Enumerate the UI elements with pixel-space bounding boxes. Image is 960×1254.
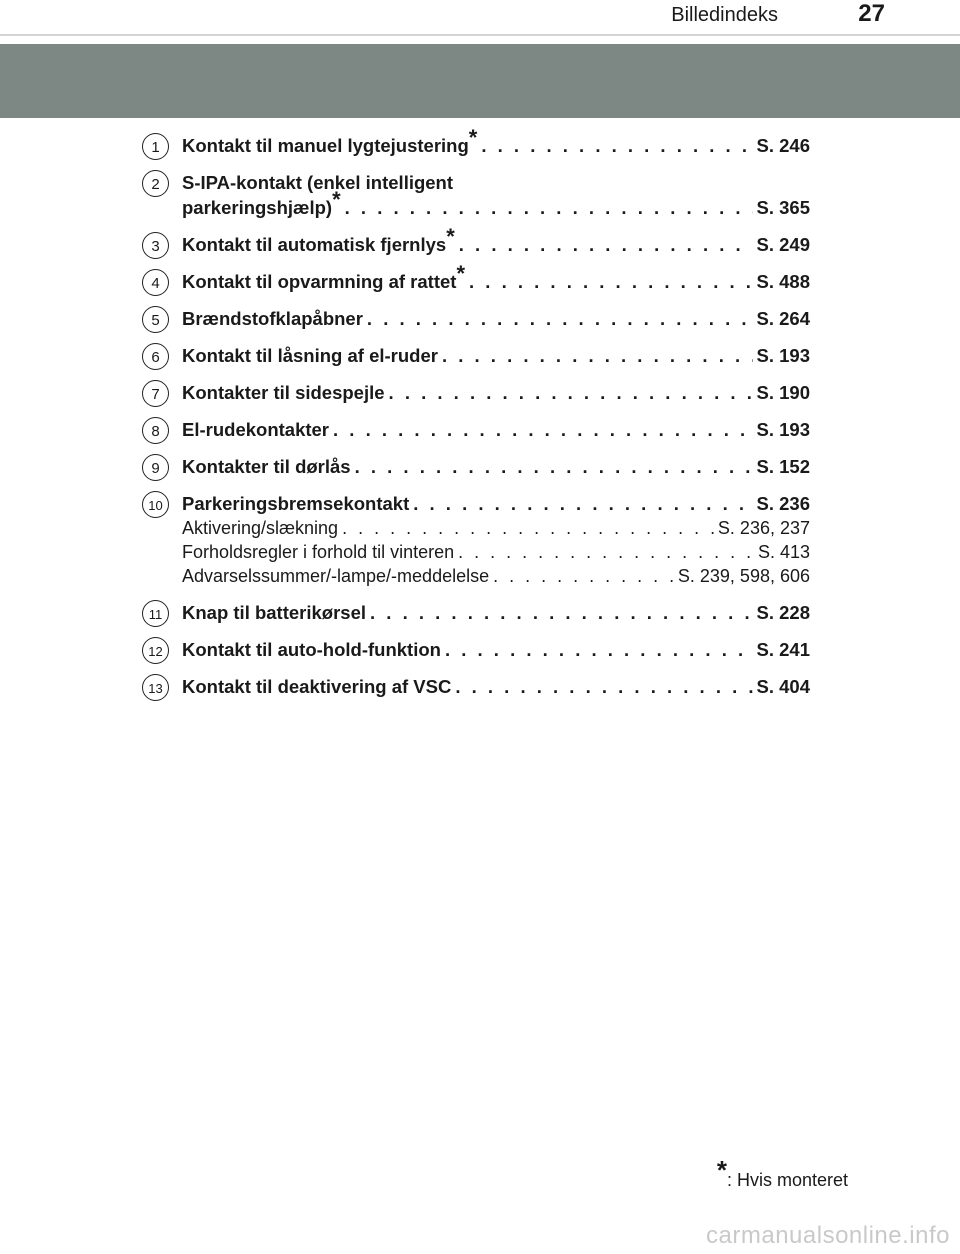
optional-star: * [332,186,341,212]
item-number-badge: 6 [142,343,169,370]
page-reference: S. 236 [756,493,810,514]
entry-label-text: Kontakt til automatisk fjernlys [182,234,447,255]
index-entry [142,170,810,220]
item-number-badge: 3 [142,232,169,259]
header-divider [0,34,960,36]
entry-line [182,223,810,257]
page-reference: S. 241 [756,639,810,660]
entry-label-text: Knap til batterikørsel [182,602,367,623]
entry-label [182,260,466,294]
entry-label [182,491,409,516]
entry-label [182,343,438,368]
item-number-badge: 11 [142,600,169,627]
page-reference: S. 239, 598, 606 [677,566,810,586]
entry-label-text: Kontakt til låsning af el-ruder [182,345,438,366]
dot-leader [458,540,754,564]
footnote-text: : Hvis monteret [726,1170,848,1190]
index-entry [142,491,810,588]
sub-entry-label: Aktivering/slækning [182,518,339,538]
page-reference: S. 365 [756,197,810,218]
entry-label [182,454,351,479]
index-entry [142,306,810,331]
entry-label-text: Kontakt til manuel lygtejustering [182,135,469,156]
index-entry [142,380,810,405]
dot-leader [442,343,753,368]
entry-label [182,223,455,257]
entry-label [182,124,478,158]
page-reference: S. 193 [756,419,810,440]
entry-line [182,417,810,442]
sub-entry [182,540,810,564]
entry-line [182,343,810,368]
dot-leader [481,133,752,158]
sub-entry-label: Forholdsregler i forhold til vinteren [182,542,455,562]
dot-leader [367,306,753,331]
entry-label [182,306,363,331]
page-reference: S. 190 [756,382,810,403]
item-number-badge: 1 [142,133,169,160]
entry-label [182,637,441,662]
entry-label [182,186,341,220]
page-reference: S. 404 [756,676,810,697]
index-entry [142,674,810,699]
entry-line [182,124,810,158]
footnote-star: * [716,1155,727,1185]
entry-label-text: Kontakter til sidespejle [182,382,385,403]
entry-line [182,491,810,516]
page-reference: S. 488 [756,271,810,292]
optional-star: * [468,124,478,150]
dot-leader [333,417,752,442]
entry-line [182,637,810,662]
item-number-badge: 8 [142,417,169,444]
page-reference: S. 246 [756,135,810,156]
dot-leader [493,564,674,588]
dot-leader [345,195,753,220]
entry-label-line1: S-IPA-kontakt (enkel intelligent [182,172,454,193]
entry-line [182,260,810,294]
entry-label [182,674,451,699]
dot-leader [413,491,752,516]
item-number-badge: 7 [142,380,169,407]
index-entry [142,124,810,158]
entry-label-text: Kontakt til deaktivering af VSC [182,676,452,697]
entry-line [182,186,810,220]
entry-label [182,600,366,625]
entry-label [182,380,385,405]
index-entry [142,260,810,294]
dot-leader [370,600,752,625]
dot-leader [342,516,714,540]
page-reference: S. 228 [756,602,810,623]
dot-leader [355,454,753,479]
entry-label-text: Kontakt til opvarmning af rattet [182,271,457,292]
entry-line [182,600,810,625]
optional-star: * [456,260,466,286]
index-entry [142,417,810,442]
index-entry [142,343,810,368]
entry-label-text: El-rudekontakter [182,419,330,440]
page-number: 27 [858,0,885,27]
watermark: carmanualsonline.info [706,1222,950,1249]
index-list [142,124,810,711]
item-number-badge: 2 [142,170,169,197]
sub-entry [182,516,810,540]
dot-leader [389,380,753,405]
dot-leader [455,674,752,699]
item-number-badge: 5 [142,306,169,333]
index-entry [142,223,810,257]
optional-star: * [446,223,455,249]
page-reference: S. 249 [756,234,810,255]
item-number-badge: 10 [142,491,169,518]
sub-entry-label: Advarselssummer/-lampe/-meddelelse [182,566,490,586]
footnote [716,1155,848,1191]
page-header [0,0,960,40]
page-reference: S. 152 [756,456,810,477]
entry-line [182,674,810,699]
entry-line [182,306,810,331]
page-reference: S. 264 [756,308,810,329]
entry-label-text: Parkeringsbremsekontakt [182,493,410,514]
dot-leader [445,637,753,662]
entry-label-text: parkeringshjælp) [182,197,333,218]
item-number-badge: 9 [142,454,169,481]
page-reference: S. 193 [756,345,810,366]
entry-label [182,417,329,442]
entry-label-text: Kontakt til auto-hold-funktion [182,639,441,660]
entry-label-text: Brændstofklapåbner [182,308,363,329]
entry-line [182,454,810,479]
section-title: Billedindeks [671,4,778,26]
entry-line [182,380,810,405]
illustration-band [0,44,960,118]
dot-leader [469,269,752,294]
page-reference: S. 413 [757,542,810,562]
item-number-badge: 4 [142,269,169,296]
index-entry [142,454,810,479]
sub-entry [182,564,810,588]
page-reference: S. 236, 237 [717,518,810,538]
index-entry [142,637,810,662]
item-number-badge: 13 [142,674,169,701]
index-entry [142,600,810,625]
entry-label-text: Kontakter til dørlås [182,456,351,477]
item-number-badge: 12 [142,637,169,664]
dot-leader [459,232,753,257]
